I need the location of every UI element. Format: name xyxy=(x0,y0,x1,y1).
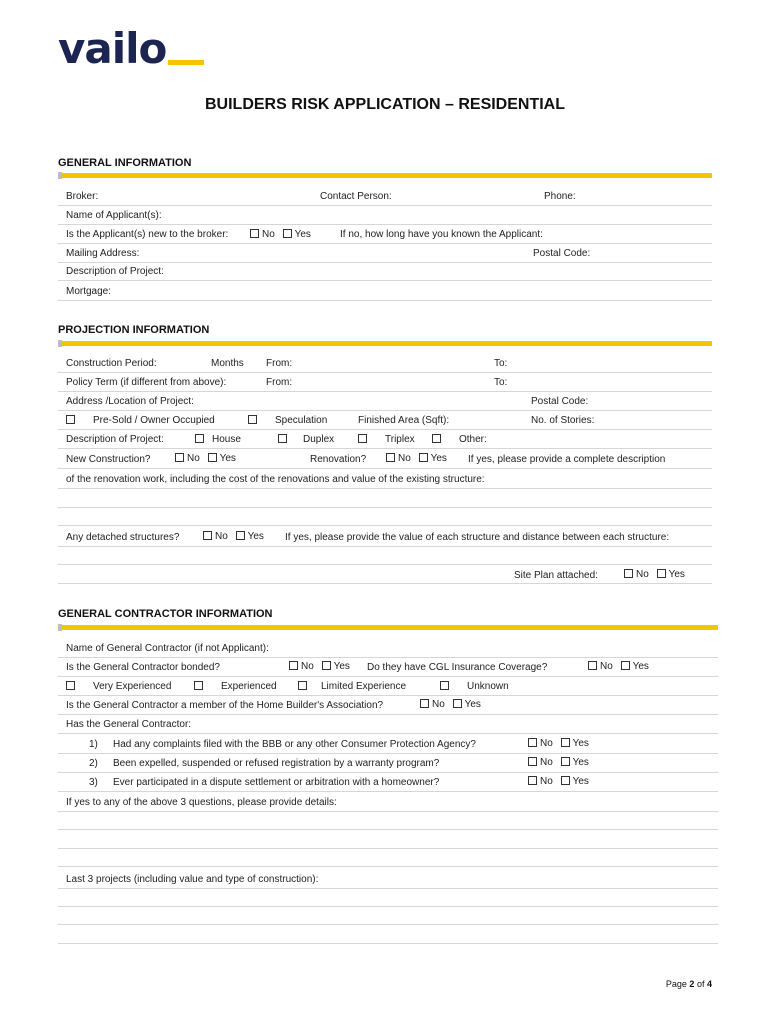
bonded-options xyxy=(289,661,350,672)
months-label: Months xyxy=(211,358,244,369)
experienced-label: Experienced xyxy=(221,681,277,692)
field-line xyxy=(58,205,712,206)
very-experienced-label: Very Experienced xyxy=(93,681,172,692)
field-line xyxy=(58,811,718,812)
question-1-options xyxy=(528,738,589,749)
field-line xyxy=(58,657,718,658)
section-bar xyxy=(62,625,718,630)
field-line xyxy=(58,280,712,281)
field-line xyxy=(58,791,718,792)
contact-person-label: Contact Person: xyxy=(320,191,392,202)
mailing-address-label: Mailing Address: xyxy=(66,248,140,259)
checkbox-yes[interactable] xyxy=(283,229,292,238)
option-yes-label: Yes xyxy=(572,757,589,768)
checkbox-no[interactable] xyxy=(528,738,537,747)
cgl-options xyxy=(588,661,649,672)
field-line xyxy=(58,772,718,773)
checkbox-yes[interactable] xyxy=(322,661,331,670)
finished-area-label: Finished Area (Sqft): xyxy=(358,415,450,426)
page-total: 4 xyxy=(706,979,712,989)
checkbox-no[interactable] xyxy=(289,661,298,670)
option-no-label: No xyxy=(636,569,649,580)
option-no-label: No xyxy=(432,699,445,710)
option-no-label: No xyxy=(540,776,553,787)
checkbox-very-experienced[interactable] xyxy=(66,681,75,690)
checkbox-unknown[interactable] xyxy=(440,681,449,690)
field-line xyxy=(58,924,718,925)
presold-label: Pre-Sold / Owner Occupied xyxy=(93,415,215,426)
option-yes-label: Yes xyxy=(464,699,481,710)
from-label: From: xyxy=(266,377,293,388)
broker-label: Broker: xyxy=(66,191,99,202)
from-label: From: xyxy=(266,358,293,369)
mortgage-label: Mortgage: xyxy=(66,286,112,297)
field-line xyxy=(58,676,718,677)
house-label: House xyxy=(212,434,241,445)
section-contractor-heading: GENERAL CONTRACTOR INFORMATION xyxy=(58,608,273,620)
renovation-label: Renovation? xyxy=(310,454,367,465)
field-line xyxy=(58,300,712,301)
field-line xyxy=(58,753,718,754)
field-line xyxy=(58,943,718,944)
checkbox-yes[interactable] xyxy=(561,738,570,747)
page-current: 2 xyxy=(689,979,695,989)
how-long-label: If no, how long have you known the Applicant: xyxy=(340,229,543,240)
page-number xyxy=(666,979,712,989)
option-yes-label: Yes xyxy=(572,738,589,749)
project-type-label: Description of Project: xyxy=(66,434,164,445)
checkbox-no[interactable] xyxy=(386,453,395,462)
very-experienced-option xyxy=(66,681,78,692)
triplex-option xyxy=(358,434,370,445)
limited-label: Limited Experience xyxy=(321,681,407,692)
field-line xyxy=(58,888,718,889)
checkbox-yes[interactable] xyxy=(208,453,217,462)
field-line xyxy=(58,525,712,526)
new-to-broker-options xyxy=(250,229,311,240)
checkbox-duplex[interactable] xyxy=(278,434,287,443)
projects-label: Last 3 projects (including value and type of construction): xyxy=(66,874,319,885)
field-line xyxy=(58,714,718,715)
checkbox-no[interactable] xyxy=(420,699,429,708)
checkbox-yes[interactable] xyxy=(236,531,245,540)
site-plan-options xyxy=(624,569,685,580)
option-yes-label: Yes xyxy=(294,229,311,240)
checkbox-limited[interactable] xyxy=(298,681,307,690)
detached-options xyxy=(203,531,264,542)
checkbox-yes[interactable] xyxy=(561,757,570,766)
checkbox-no[interactable] xyxy=(528,757,537,766)
field-line xyxy=(58,564,712,565)
field-line xyxy=(58,507,712,508)
field-line xyxy=(58,429,712,430)
renovation-work-label: of the renovation work, including the cost of the renovations and value of the existing structure: xyxy=(66,474,485,485)
field-line xyxy=(58,372,712,373)
field-line xyxy=(58,468,712,469)
checkbox-experienced[interactable] xyxy=(194,681,203,690)
postal-code-label: Postal Code: xyxy=(531,396,589,407)
option-no-label: No xyxy=(540,738,553,749)
applicants-label: Name of Applicant(s): xyxy=(66,210,162,221)
question-3-label: Ever participated in a dispute settlement or arbitration with a homeowner? xyxy=(113,777,440,788)
field-line xyxy=(58,695,718,696)
vailo-logo: vailo xyxy=(58,24,167,73)
field-line xyxy=(58,906,718,907)
construction-period-label: Construction Period: xyxy=(66,358,157,369)
option-no-label: No xyxy=(540,757,553,768)
member-label: Is the General Contractor a member of the Home Builder's Association? xyxy=(66,700,384,711)
section-general-heading: GENERAL INFORMATION xyxy=(58,157,192,169)
field-line xyxy=(58,243,712,244)
speculation-label: Speculation xyxy=(275,415,328,426)
checkbox-no[interactable] xyxy=(175,453,184,462)
other-option xyxy=(432,434,444,445)
option-no-label: No xyxy=(215,531,228,542)
page-of: of xyxy=(696,979,705,989)
experienced-option xyxy=(194,681,206,692)
option-yes-label: Yes xyxy=(219,453,236,464)
field-line xyxy=(58,829,718,830)
checkbox-yes[interactable] xyxy=(657,569,666,578)
field-line xyxy=(58,410,712,411)
unknown-option xyxy=(440,681,452,692)
field-line xyxy=(58,733,718,734)
duplex-label: Duplex xyxy=(303,434,335,445)
speculation-option xyxy=(248,415,260,426)
member-options xyxy=(420,699,481,710)
field-line xyxy=(58,488,712,489)
renovation-options xyxy=(386,453,447,464)
option-no-label: No xyxy=(187,453,200,464)
option-yes-label: Yes xyxy=(668,569,685,580)
question-1-label: Had any complaints filed with the BBB or any other Consumer Protection Agency? xyxy=(113,739,476,750)
option-yes-label: Yes xyxy=(247,531,264,542)
option-no-label: No xyxy=(301,661,314,672)
checkbox-presold[interactable] xyxy=(66,415,75,424)
to-label: To: xyxy=(494,377,508,388)
field-line xyxy=(58,848,718,849)
checkbox-no[interactable] xyxy=(250,229,259,238)
details-label: If yes to any of the above 3 questions, please provide details: xyxy=(66,797,337,808)
page-prefix: Page xyxy=(665,979,687,989)
field-line xyxy=(58,583,712,584)
cgl-label: Do they have CGL Insurance Coverage? xyxy=(367,662,548,673)
contractor-name-label: Name of General Contractor (if not Applicant): xyxy=(66,643,269,654)
stories-label: No. of Stories: xyxy=(531,415,595,426)
checkbox-triplex[interactable] xyxy=(358,434,367,443)
new-to-broker-label: Is the Applicant(s) new to the broker: xyxy=(66,229,229,240)
checkbox-yes[interactable] xyxy=(419,453,428,462)
if-yes-description-label: If yes, please provide a complete description xyxy=(468,454,666,465)
limited-option xyxy=(298,681,310,692)
duplex-option xyxy=(278,434,290,445)
option-no-label: No xyxy=(398,453,411,464)
policy-term-label: Policy Term (if different from above): xyxy=(66,377,227,388)
other-label: Other: xyxy=(459,434,487,445)
question-2-number: 2) xyxy=(89,758,98,769)
checkbox-yes[interactable] xyxy=(561,776,570,785)
field-line xyxy=(58,262,712,263)
checkbox-no[interactable] xyxy=(528,776,537,785)
section-bar xyxy=(62,341,712,346)
field-line xyxy=(58,224,712,225)
checkbox-no[interactable] xyxy=(203,531,212,540)
phone-label: Phone: xyxy=(544,191,576,202)
site-plan-label: Site Plan attached: xyxy=(514,570,598,581)
option-yes-label: Yes xyxy=(430,453,447,464)
option-yes-label: Yes xyxy=(572,776,589,787)
option-no-label: No xyxy=(262,229,275,240)
checkbox-yes[interactable] xyxy=(453,699,462,708)
checkbox-yes[interactable] xyxy=(621,661,630,670)
triplex-label: Triplex xyxy=(385,434,415,445)
page-title: BUILDERS RISK APPLICATION – RESIDENTIAL xyxy=(204,96,566,113)
postal-code-label: Postal Code: xyxy=(533,248,591,259)
to-label: To: xyxy=(494,358,508,369)
new-construction-label: New Construction? xyxy=(66,454,151,465)
question-2-label: Been expelled, suspended or refused registration by a warranty program? xyxy=(113,758,440,769)
option-yes-label: Yes xyxy=(632,661,649,672)
section-bar xyxy=(62,173,712,178)
question-2-options xyxy=(528,757,589,768)
new-construction-options xyxy=(175,453,236,464)
has-contractor-label: Has the General Contractor: xyxy=(66,719,192,730)
checkbox-speculation[interactable] xyxy=(248,415,257,424)
question-3-number: 3) xyxy=(89,777,98,788)
bonded-label: Is the General Contractor bonded? xyxy=(66,662,220,673)
section-projection-heading: PROJECTION INFORMATION xyxy=(58,324,210,336)
checkbox-no[interactable] xyxy=(624,569,633,578)
project-description-label: Description of Project: xyxy=(66,266,164,277)
detached-structures-label: Any detached structures? xyxy=(66,532,180,543)
checkbox-other[interactable] xyxy=(432,434,441,443)
house-option xyxy=(195,434,207,445)
checkbox-house[interactable] xyxy=(195,434,204,443)
field-line xyxy=(58,448,712,449)
question-3-options xyxy=(528,776,589,787)
option-no-label: No xyxy=(600,661,613,672)
field-line xyxy=(58,546,712,547)
unknown-label: Unknown xyxy=(467,681,509,692)
structure-value-label: If yes, please provide the value of each structure and distance between each structure: xyxy=(285,532,670,543)
field-line xyxy=(58,391,712,392)
field-line xyxy=(58,866,718,867)
checkbox-no[interactable] xyxy=(588,661,597,670)
question-1-number: 1) xyxy=(89,739,98,750)
project-address-label: Address /Location of Project: xyxy=(66,396,194,407)
option-yes-label: Yes xyxy=(333,661,350,672)
logo-underline xyxy=(168,60,204,65)
presold-option xyxy=(66,415,78,426)
